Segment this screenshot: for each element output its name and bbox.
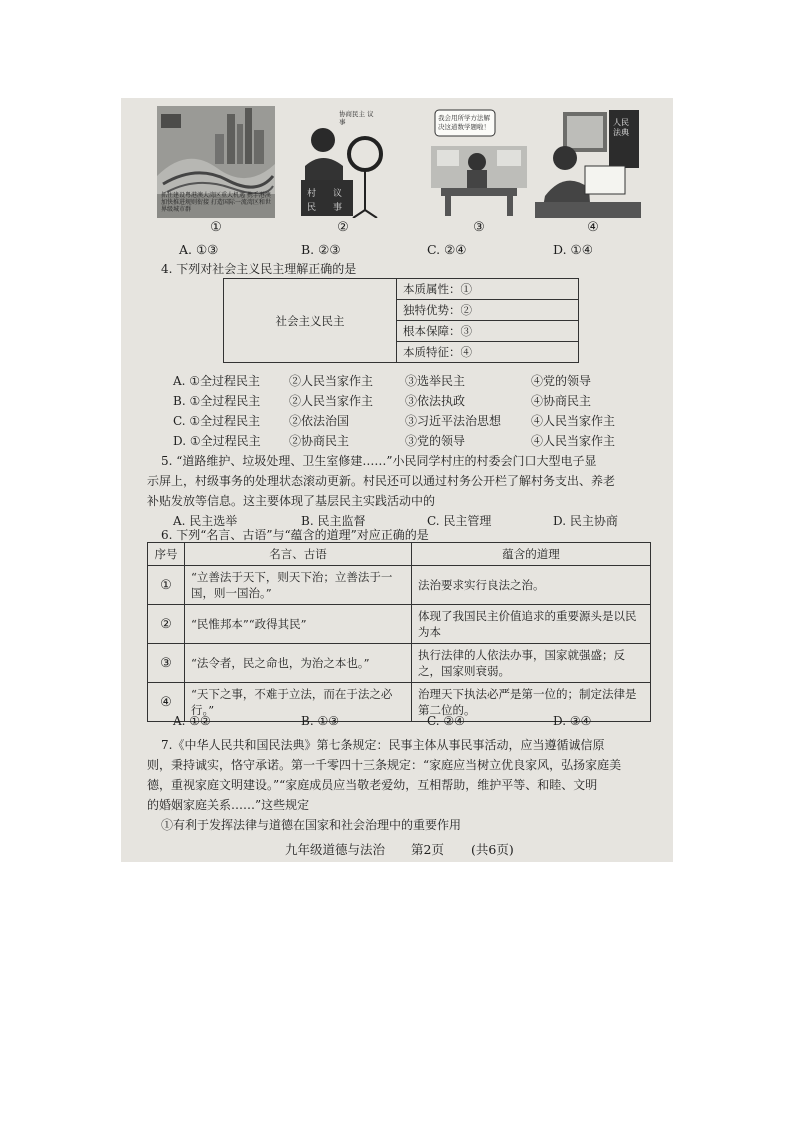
q7-item-1: ①有利于发挥法律与道德在国家和社会治理中的重要作用 [161, 818, 462, 832]
q4-stem: 4. 下列对社会主义民主理解正确的是 [161, 262, 357, 276]
footer-subject: 九年级道德与法治 [285, 842, 386, 857]
q5-option-a[interactable]: A. 民主选举 [173, 514, 238, 528]
table-row [148, 644, 651, 683]
q6-option-c[interactable]: C. ②④ [427, 714, 465, 728]
q4-table-row: 本质属性：① [397, 279, 579, 300]
q6-row-quote: “立善法于天下，则天下治；立善法于一国，则一国治。” [185, 566, 412, 605]
q4-table-label: 社会主义民主 [224, 279, 397, 363]
q6-row-num: ③ [148, 644, 185, 683]
q6-row-num: ② [148, 605, 185, 644]
footer-total: (共6页) [471, 842, 514, 857]
q4-option-cell: ②协商民主 [289, 434, 350, 448]
caption-3: ③ [473, 220, 485, 235]
bubble-text-3: 我会用所学方法解 决这道数学题啦！ [438, 114, 490, 131]
q4-option-cell: D. ①全过程民主 [173, 434, 261, 448]
q6-stem: 6. 下列“名言、古语”与“蕴含的道理”对应正确的是 [161, 528, 429, 542]
q4-option-cell: ③党的领导 [405, 434, 466, 448]
desk-label-2: 民 [307, 203, 317, 213]
q5-line: 补贴发放等信息。这主要体现了基层民主实践活动中的 [147, 494, 436, 508]
table-row [148, 566, 651, 605]
q6-row-meaning: 治理天下执法必严是第一位的；制定法律是第二位的。 [412, 683, 651, 722]
q4-option-cell: B. ①全过程民主 [173, 394, 261, 408]
q4-option-cell: ②人民当家作主 [289, 394, 374, 408]
q4-option-cell: ③依法执政 [405, 394, 466, 408]
q3-option-c[interactable]: C. ②④ [427, 242, 467, 257]
q6-header-meaning: 蕴含的道理 [412, 543, 651, 566]
q6-row-num: ① [148, 566, 185, 605]
q4-option-cell: ②人民当家作主 [289, 374, 374, 388]
caption-1: ① [210, 220, 222, 235]
illustration-2 [293, 106, 389, 218]
q4-option-cell: ④人民当家作主 [531, 434, 616, 448]
poster-text: 抓住建设粤港澳大湾区重大机遇 携手港澳加快推进规则衔接 打造国际一流湾区和世界级城市群 [161, 192, 271, 213]
q4-table-row: 本质特征：④ [397, 342, 579, 363]
illustration-4 [535, 106, 641, 218]
q4-option-cell: ④人民当家作主 [531, 414, 616, 428]
q6-table [147, 542, 651, 722]
q4-table-row: 根本保障：③ [397, 321, 579, 342]
desk-label-3: 议 [333, 189, 343, 199]
q6-option-b[interactable]: B. ①③ [301, 714, 339, 728]
q5-option-b[interactable]: B. 民主监督 [301, 514, 366, 528]
q7-line: 则，秉持诚实，恪守承诺。第一千零四十三条规定：“家庭应当树立优良家风，弘扬家庭美 [147, 758, 622, 772]
illustration-1 [157, 106, 275, 218]
footer-page: 第2页 [411, 842, 444, 857]
caption-2: ② [337, 220, 349, 235]
q5-option-c[interactable]: C. 民主管理 [427, 514, 492, 528]
q4-option-cell: ②依法治国 [289, 414, 350, 428]
caption-4: ④ [587, 220, 599, 235]
q6-row-quote: “天下之事，不难于立法，而在于法之必行。” [185, 683, 412, 722]
q4-option-cell: C. ①全过程民主 [173, 414, 261, 428]
q7-line: 的婚姻家庭关系……”这些规定 [147, 798, 310, 812]
q5-line: 5. “道路维护、垃圾处理、卫生室修建……”小民同学村庄的村委会门口大型电子显 [161, 454, 597, 468]
q4-table-row: 独特优势：② [397, 300, 579, 321]
table-row [148, 605, 651, 644]
q4-option-cell: A. ①全过程民主 [173, 374, 261, 388]
desk-label-1: 村 [307, 189, 317, 199]
q5-option-d[interactable]: D. 民主协商 [553, 514, 618, 528]
exam-page [121, 98, 673, 862]
q6-option-d[interactable]: D. ③④ [553, 714, 592, 728]
q6-row-meaning: 执行法律的人依法办事，国家就强盛；反之，国家则衰弱。 [412, 644, 651, 683]
bubble-text-2: 协商民主 议事 [339, 110, 374, 126]
q4-option-cell: ④党的领导 [531, 374, 592, 388]
q3-option-b[interactable]: B. ②③ [301, 242, 341, 257]
q6-option-a[interactable]: A. ①② [173, 714, 211, 728]
q6-row-meaning: 体现了我国民主价值追求的重要源头是以民为本 [412, 605, 651, 644]
q6-row-quote: “法令者，民之命也，为治之本也。” [185, 644, 412, 683]
q3-option-d[interactable]: D. ①④ [553, 242, 593, 257]
q6-row-num: ④ [148, 683, 185, 722]
q6-row-quote: “民惟邦本”“政得其民” [185, 605, 412, 644]
book-label: 人民法典 [613, 118, 629, 137]
q6-header-num: 序号 [148, 543, 185, 566]
q6-row-meaning: 法治要求实行良法之治。 [412, 566, 651, 605]
q7-line: 德，重视家庭文明建设。”“家庭成员应当敬老爱幼，互相帮助，维护平等、和睦、文明 [147, 778, 598, 792]
q4-option-cell: ③选举民主 [405, 374, 466, 388]
desk-label-4: 事 [333, 203, 343, 213]
q5-line: 示屏上，村级事务的处理状态滚动更新。村民还可以通过村务公开栏了解村务支出、养老 [147, 474, 616, 488]
q3-option-a[interactable]: A. ①③ [179, 242, 219, 257]
q4-table [223, 278, 579, 363]
q7-line: 7.《中华人民共和国民法典》第七条规定：民事主体从事民事活动，应当遵循诚信原 [161, 738, 605, 752]
q4-option-cell: ③习近平法治思想 [405, 414, 502, 428]
illustration-3 [431, 106, 527, 218]
q6-header-quote: 名言、古语 [185, 543, 412, 566]
q4-option-cell: ④协商民主 [531, 394, 592, 408]
